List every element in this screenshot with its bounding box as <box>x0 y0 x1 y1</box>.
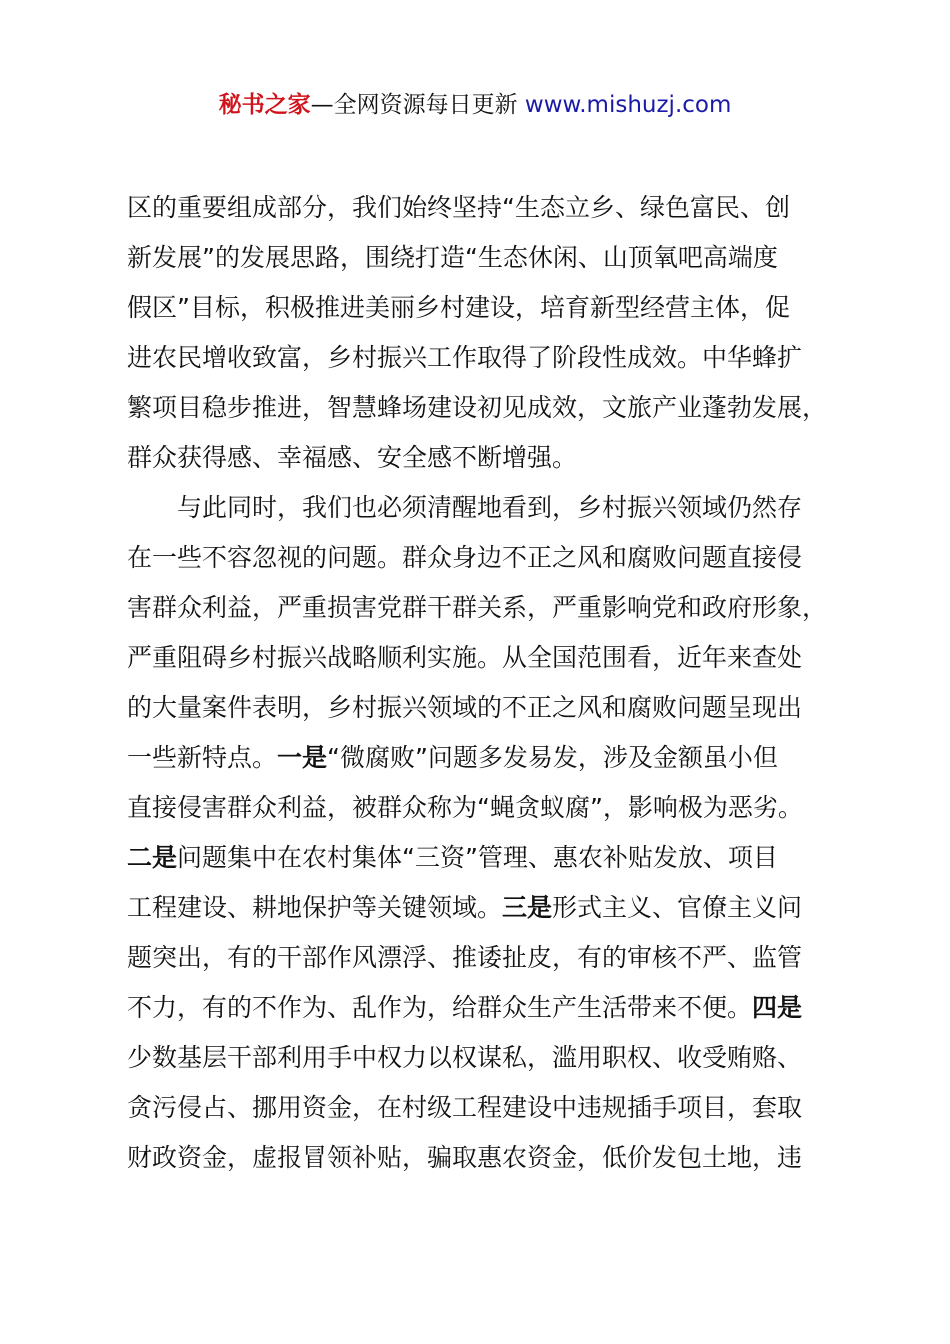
page-header <box>0 88 950 122</box>
text-line <box>127 983 847 1033</box>
text-line <box>127 833 847 883</box>
header-url[interactable]: www.mishuzj.com <box>524 92 732 118</box>
line-text: 不力，有的不作为、乱作为，给群众生产生活带来不便。 <box>127 993 753 1022</box>
text-line: 贪污侵占、挪用资金，在村级工程建设中违规插手项目，套取 <box>127 1093 803 1122</box>
line-text: 工程建设、耕地保护等关键领域。 <box>127 893 503 922</box>
text-line: 新发展”的发展思路，围绕打造“生态休闲、山顶氧吧高端度 <box>127 243 778 272</box>
brand-name: 秘书之家 <box>218 92 311 118</box>
text-line: 财政资金，虚报冒领补贴，骗取惠农资金，低价发包土地，违 <box>127 1143 803 1172</box>
line-text: 一些新特点。 <box>127 743 278 772</box>
text-line: 的大量案件表明，乡村振兴领域的不正之风和腐败问题呈现出 <box>127 693 803 722</box>
line-text: 形式主义、官僚主义问 <box>552 893 803 922</box>
text-line: 进农民增收致富，乡村振兴工作取得了阶段性成效。中华蜂扩 <box>127 343 803 372</box>
text-line: 害群众利益，严重损害党群干群关系，严重影响党和政府形象， <box>127 593 828 622</box>
text-line: 在一些不容忽视的问题。群众身边不正之风和腐败问题直接侵 <box>127 543 803 572</box>
point-four-label: 四是 <box>752 993 803 1022</box>
text-line: 繁项目稳步推进，智慧蜂场建设初见成效，文旅产业蓬勃发展， <box>127 393 828 422</box>
point-one-label: 一是 <box>277 743 328 772</box>
point-two-label: 二是 <box>127 843 178 872</box>
text-line: 题突出，有的干部作风漂浮、推诿扯皮，有的审核不严、监管 <box>127 943 803 972</box>
line-text: 问题集中在农村集体“三资”管理、惠农补贴发放、项目 <box>177 843 778 872</box>
header-tagline: —全网资源每日更新 <box>310 92 518 118</box>
text-line: 严重阻碍乡村振兴战略顺利实施。从全国范围看，近年来查处 <box>127 643 803 672</box>
text-line: 少数基层干部利用手中权力以权谋私，滥用职权、收受贿赂、 <box>127 1043 803 1072</box>
point-three-label: 三是 <box>502 893 553 922</box>
text-line: 群众获得感、幸福感、安全感不断增强。 <box>127 443 578 472</box>
text-line <box>127 883 847 933</box>
paragraph-1 <box>127 183 847 483</box>
text-line: 假区”目标，积极推进美丽乡村建设，培育新型经营主体，促 <box>127 293 790 322</box>
paragraph-2 <box>127 483 847 1183</box>
document-body <box>127 183 847 1183</box>
text-line: 直接侵害群众利益，被群众称为“蝇贪蚁腐”，影响极为恶劣。 <box>127 793 803 822</box>
text-line: 区的重要组成部分，我们始终坚持“生态立乡、绿色富民、创 <box>127 193 790 222</box>
line-text: “微腐败”问题多发易发，涉及金额虽小但 <box>327 743 778 772</box>
text-line: 与此同时，我们也必须清醒地看到，乡村振兴领域仍然存 <box>177 493 803 522</box>
text-line <box>127 733 847 783</box>
